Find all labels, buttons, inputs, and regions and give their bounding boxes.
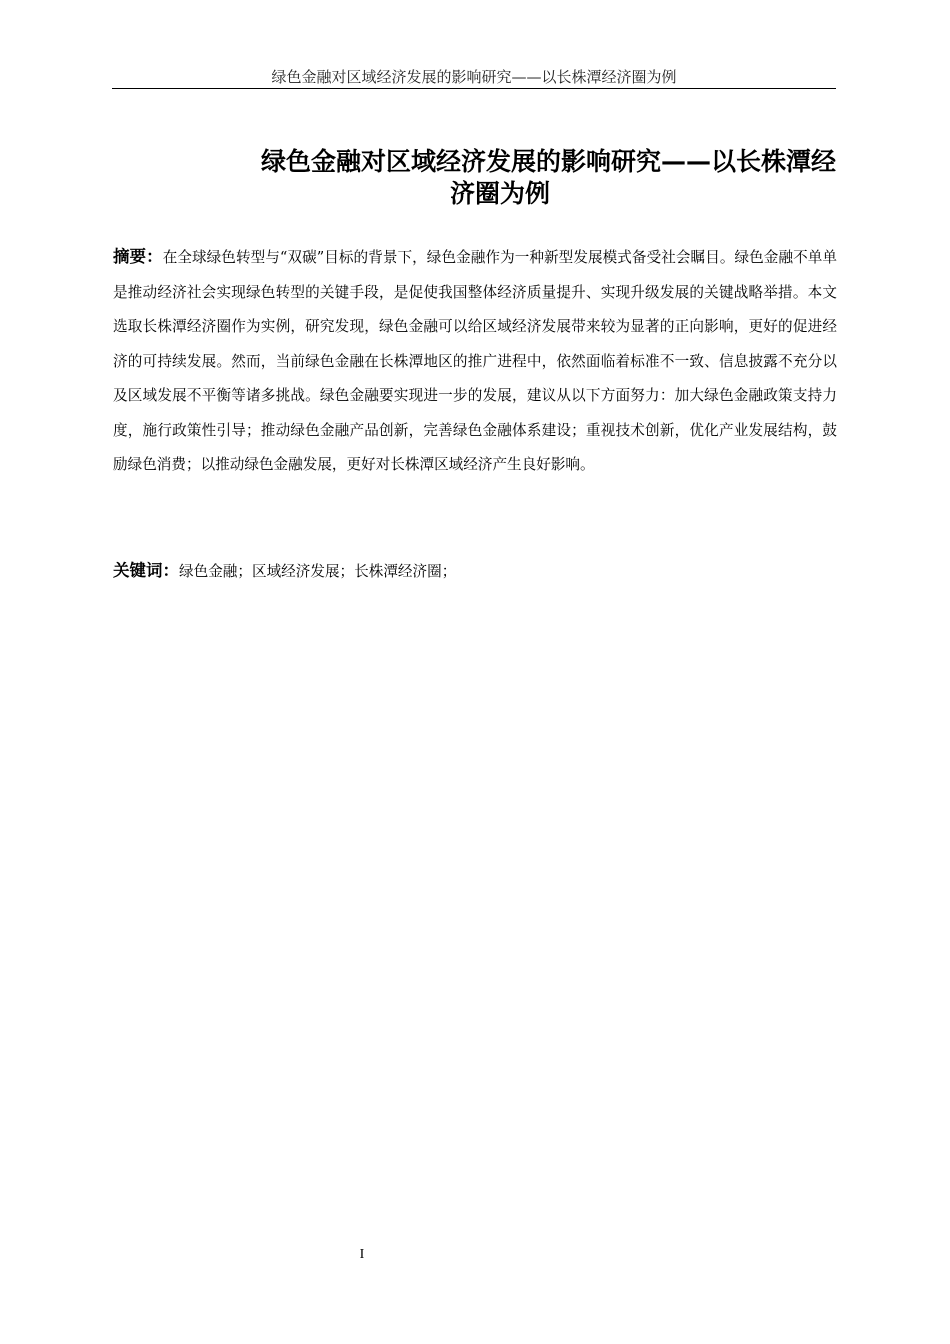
keywords-label: 关键词： — [113, 561, 179, 580]
page-number: I — [359, 1247, 365, 1262]
abstract-text: 在全球绿色转型与“双碳”目标的背景下，绿色金融作为一种新型发展模式备受社会瞩目。绿色金融不单单是推动经济社会实现绿色转型的关键手段，是促使我国整体经济质量提升、实现升级发展的关键战略举措。本文选取长株潭经济圈作为实例，研究发现，绿色金融可以给区域经济发展带来较为显著的正向影响，更好的促进经济的可持续发展。然而，当前绿色金融在长株潭地区的推广进程中，依然面临着标准不一致、信息披露不充分以及区域发展不平衡等诸多挑战。绿色金融要实现进一步的发展，建议从以下方面努力：加大绿色金融政策支持力度，施行政策性引导；推动绿色金融产品创新，完善绿色金融体系建设；重视技术创新，优化产业发展结构，鼓励绿色消费；以推动绿色金融发展，更好对长株潭区域经济产生良好影响。 — [113, 249, 838, 473]
running-header: 绿色金融对区域经济发展的影响研究——以长株潭经济圈为例 — [271, 68, 677, 86]
abstract-paragraph — [113, 240, 837, 483]
keywords-text: 绿色金融；区域经济发展；长株潭经济圈； — [179, 563, 457, 580]
title-line-2: 济圈为例 — [449, 179, 550, 208]
keywords-line — [113, 557, 837, 586]
abstract-label: 摘要： — [113, 247, 163, 266]
title-line-1: 绿色金融对区域经济发展的影响研究——以长株潭经 — [260, 147, 836, 176]
header-divider — [112, 88, 836, 89]
document-title — [150, 146, 850, 210]
